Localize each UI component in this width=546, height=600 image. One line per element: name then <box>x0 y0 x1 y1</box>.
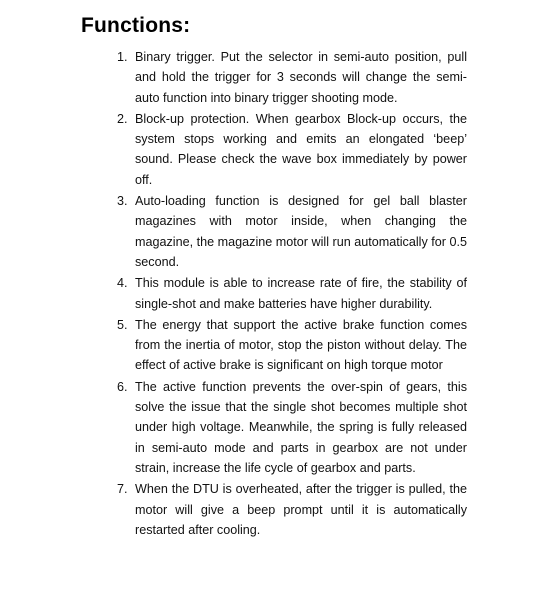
list-item-2 <box>117 109 467 190</box>
list-item-text: Auto-loading function is designed for gel ball blaster magazines with motor inside, when changing the magazine, the magazine motor will run automatically for 0.5 second. <box>135 194 467 269</box>
page-title: Functions: <box>81 14 191 37</box>
list-item-text: Block-up protection. When gearbox Block-up occurs, the system stops working and emits an elongated ‘beep’ sound. Please check the wave box immediately by power off. <box>135 111 467 187</box>
list-item-text: The energy that support the active brake function comes from the inertia of motor, stop the piston without delay. The effect of active brake is significant on high torque motor <box>135 317 467 373</box>
list-item-4 <box>117 273 467 314</box>
list-item-1 <box>117 47 467 108</box>
list-item-number: 7. <box>117 482 128 497</box>
list-item-number: 3. <box>117 194 128 209</box>
list-item-number: 5. <box>117 317 128 332</box>
list-item-3 <box>117 191 467 272</box>
list-item-7 <box>117 479 467 540</box>
list-item-text: The active function prevents the over-spin of gears, this solve the issue that the single shot becomes multiple shot under high voltage. Meanwhile, the spring is fully released in semi-auto mode and parts in gearbox are not under strain, increase the life cycle of gearbox and parts. <box>135 379 467 475</box>
functions-list <box>117 47 467 540</box>
list-item-number: 6. <box>117 379 128 394</box>
list-item-text: When the DTU is overheated, after the trigger is pulled, the motor will give a beep prompt until it is automatically restarted after cooling. <box>135 482 467 537</box>
list-item-text: Binary trigger. Put the selector in semi-auto position, pull and hold the trigger for 3 seconds will change the semi-auto function into binary trigger shooting mode. <box>135 50 467 105</box>
list-item-number: 1. <box>117 50 128 64</box>
list-item-number: 2. <box>117 111 128 126</box>
list-item-number: 4. <box>117 276 128 291</box>
list-item-text: This module is able to increase rate of fire, the stability of single-shot and make batteries have higher durability. <box>135 276 467 311</box>
list-item-5 <box>117 315 467 376</box>
list-item-6 <box>117 377 467 478</box>
